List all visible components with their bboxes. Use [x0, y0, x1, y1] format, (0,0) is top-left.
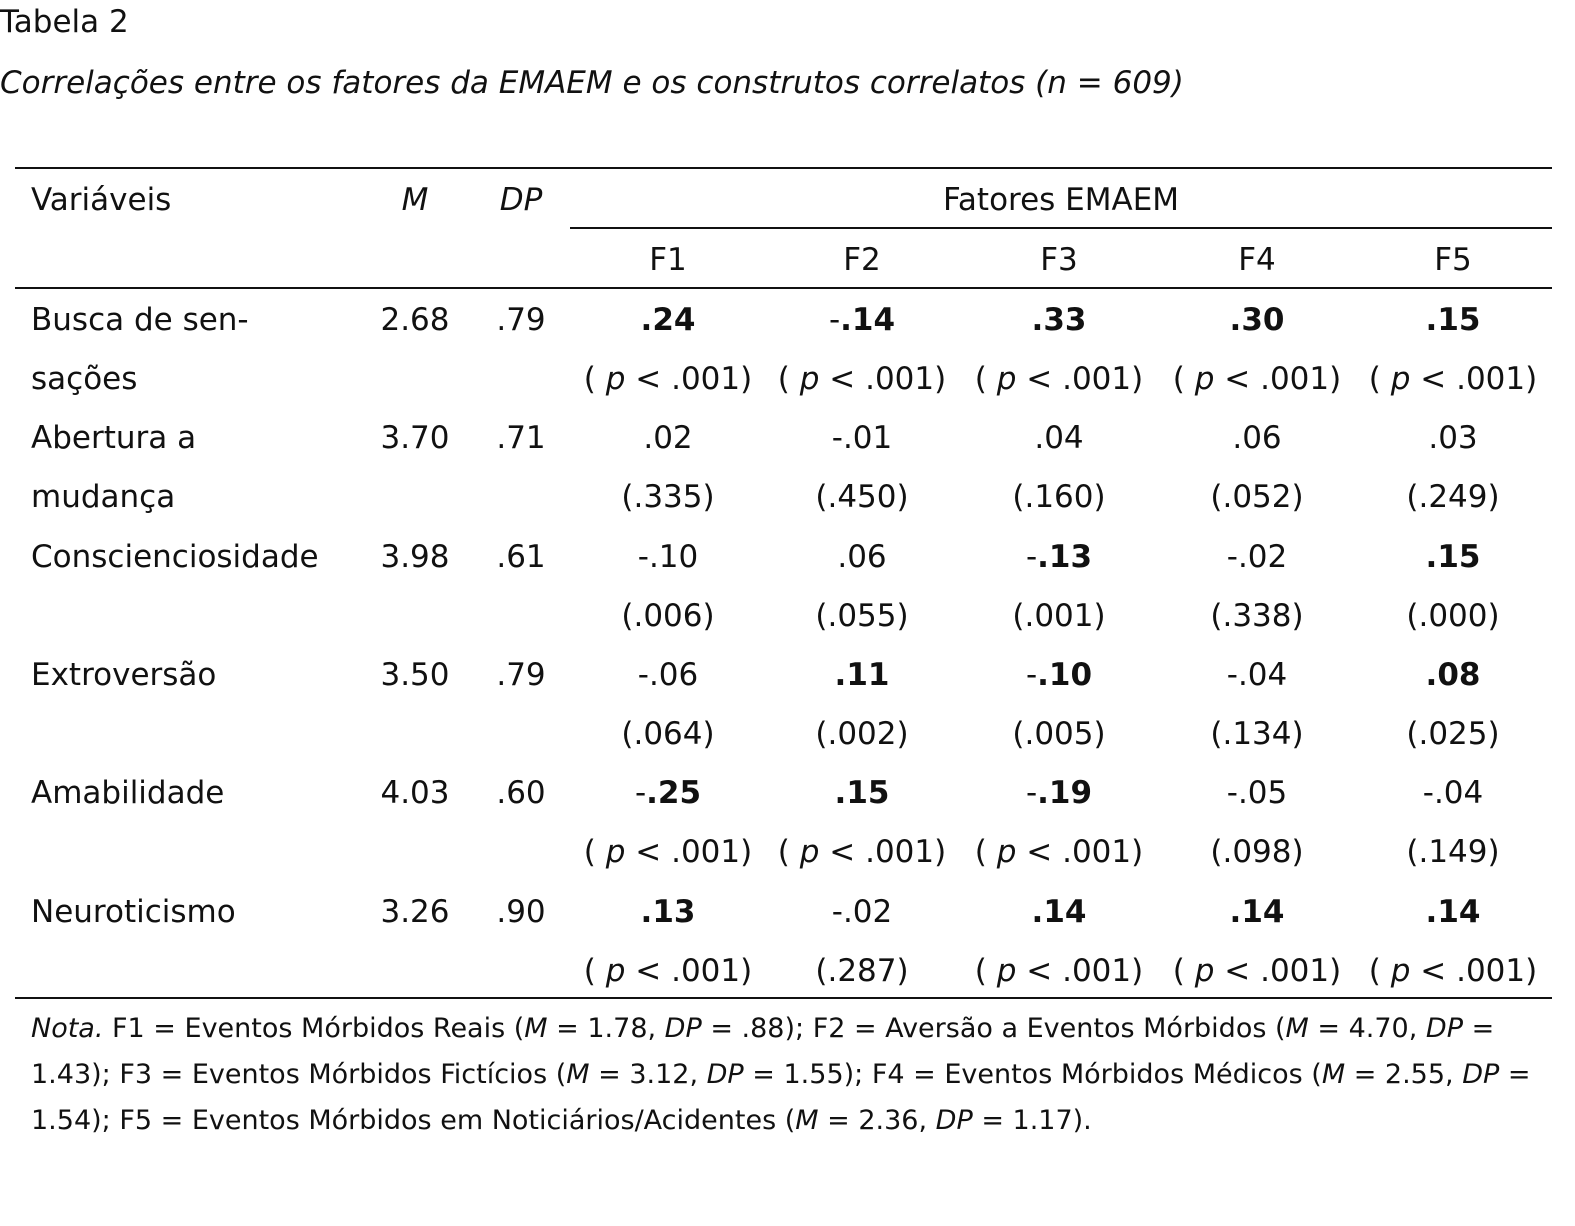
row-variable-name: Amabilidade — [31, 775, 225, 812]
p-value: (.005) — [1012, 715, 1106, 752]
correlation-value — [1032, 300, 1087, 340]
note-segment: M — [1285, 1013, 1309, 1044]
p-value: (.006) — [621, 597, 715, 634]
correlation-number: .30 — [1229, 302, 1285, 338]
table-title: Correlações entre os fatores da EMAEM e os construtos correlatos (n = 609) — [0, 65, 1184, 101]
correlation-value — [835, 655, 890, 695]
row-variable-name-cont: mudança — [31, 479, 176, 516]
p-open: ( — [974, 361, 997, 397]
correlation-number: .01 — [842, 420, 893, 457]
note-segment: = 1.54); F5 = Eventos Mórbidos em Noticiários/Acidentes ( — [31, 1059, 1531, 1136]
correlation-number: .33 — [1031, 302, 1087, 338]
header-bottom-rule — [15, 287, 1552, 289]
note-segment: DP — [935, 1105, 973, 1136]
header-sd: DP — [499, 182, 543, 218]
p-threshold: < .001) — [1214, 361, 1342, 397]
correlation-value — [829, 300, 895, 340]
note-segment: M — [566, 1059, 590, 1090]
p-value: (.287) — [815, 952, 909, 989]
p-symbol: p — [605, 361, 626, 397]
correlation-value — [1026, 773, 1092, 813]
correlation-number: .04 — [1433, 775, 1484, 812]
correlation-number: .03 — [1428, 420, 1478, 457]
correlation-number: .13 — [1037, 538, 1093, 575]
p-value — [778, 832, 946, 872]
p-open: ( — [777, 834, 800, 871]
minus-sign: - — [634, 775, 647, 812]
correlation-value — [638, 537, 699, 577]
row-variable-name: Abertura a — [31, 420, 197, 457]
correlation-number: .14 — [1031, 893, 1087, 930]
note-segment: DP — [1462, 1059, 1500, 1090]
row-variable-name: Conscienciosidade — [31, 538, 319, 575]
p-symbol: p — [799, 834, 820, 871]
correlation-number: .14 — [1425, 893, 1481, 930]
p-open: ( — [974, 834, 997, 871]
p-value — [584, 951, 752, 991]
correlation-value — [641, 300, 696, 340]
p-value — [778, 359, 946, 399]
correlation-number: .25 — [646, 775, 702, 812]
minus-sign: - — [1025, 656, 1038, 693]
p-symbol: p — [996, 361, 1017, 397]
p-value: (.134) — [1210, 715, 1304, 752]
p-value: (.055) — [815, 597, 909, 634]
header-f2: F2 — [843, 242, 881, 278]
correlation-value — [635, 773, 701, 813]
minus-sign: - — [637, 538, 649, 575]
correlation-number: .15 — [1425, 302, 1481, 338]
correlation-value — [641, 892, 696, 932]
note-segment: = 2.55, — [1345, 1059, 1463, 1090]
correlation-number: .04 — [1237, 656, 1288, 693]
minus-sign: - — [828, 302, 841, 338]
note-segment: = .88); F2 = Aversão a Eventos Mórbidos ( — [701, 1013, 1286, 1044]
row-mean: 3.98 — [380, 538, 450, 575]
p-value — [584, 832, 752, 872]
p-value — [1173, 951, 1341, 991]
header-f3: F3 — [1040, 242, 1078, 278]
correlation-value — [1227, 773, 1288, 813]
correlation-value — [1426, 537, 1481, 577]
correlation-value — [638, 655, 699, 695]
minus-sign: - — [1025, 775, 1038, 812]
header-mean: M — [401, 182, 429, 218]
p-open: ( — [1172, 361, 1195, 397]
note-segment: = 1.17). — [972, 1105, 1092, 1136]
row-sd: .90 — [496, 893, 546, 930]
note-segment: M — [795, 1105, 819, 1136]
correlation-number: .06 — [648, 656, 699, 693]
correlation-number: .14 — [840, 302, 896, 338]
correlation-number: .10 — [648, 538, 699, 575]
row-sd: .60 — [496, 775, 546, 812]
correlation-value — [1426, 655, 1481, 695]
header-f4: F4 — [1238, 242, 1276, 278]
p-value: (.000) — [1406, 597, 1500, 634]
bottom-rule — [15, 997, 1552, 999]
p-value: (.338) — [1210, 597, 1304, 634]
p-symbol: p — [1194, 952, 1215, 989]
p-symbol: p — [996, 834, 1017, 871]
correlation-number: .05 — [1237, 775, 1288, 812]
row-sd: .71 — [496, 420, 546, 457]
correlation-number: .15 — [1425, 538, 1481, 575]
correlation-value — [1426, 300, 1481, 340]
p-open: ( — [1368, 361, 1391, 397]
p-value — [975, 359, 1143, 399]
minus-sign: - — [831, 420, 843, 457]
note-segment: M — [1321, 1059, 1346, 1090]
p-open: ( — [583, 834, 606, 871]
row-mean: 3.50 — [380, 656, 450, 693]
correlation-number: .02 — [1237, 538, 1288, 575]
p-open: ( — [974, 952, 997, 989]
correlation-value — [1428, 418, 1477, 458]
p-value: (.052) — [1210, 479, 1304, 516]
correlation-value — [837, 537, 886, 577]
p-open: ( — [583, 361, 606, 397]
p-open: ( — [583, 952, 606, 989]
correlation-value — [832, 418, 893, 458]
correlation-value — [1026, 537, 1092, 577]
p-value: (.450) — [815, 479, 909, 516]
p-symbol: p — [1390, 361, 1411, 397]
p-value — [1173, 359, 1341, 399]
note-segment: = 4.70, — [1308, 1013, 1426, 1044]
correlation-value — [643, 418, 692, 458]
p-open: ( — [1172, 952, 1195, 989]
row-variable-name: Neuroticismo — [31, 893, 236, 930]
note-segment: = 1.55); F4 = Eventos Mórbidos Médicos ( — [743, 1059, 1322, 1090]
correlation-value — [1230, 892, 1285, 932]
minus-sign: - — [1226, 656, 1238, 693]
p-value: (.025) — [1406, 715, 1500, 752]
p-threshold: < .001) — [1410, 361, 1538, 397]
p-threshold: < .001) — [819, 361, 947, 397]
p-threshold: < .001) — [1214, 952, 1342, 989]
header-variables: Variáveis — [31, 182, 172, 218]
p-value — [1369, 359, 1537, 399]
note-segment: DP — [664, 1013, 702, 1044]
correlation-value — [1426, 892, 1481, 932]
row-mean: 3.26 — [380, 893, 450, 930]
p-threshold: < .001) — [1016, 361, 1144, 397]
p-symbol: p — [605, 952, 626, 989]
p-open: ( — [1368, 952, 1391, 989]
top-rule — [15, 167, 1552, 169]
group-rule — [570, 227, 1552, 229]
correlation-number: .04 — [1034, 420, 1084, 457]
correlation-number: .02 — [842, 893, 893, 930]
correlation-value — [1227, 537, 1288, 577]
p-threshold: < .001) — [819, 834, 947, 871]
minus-sign: - — [831, 893, 843, 930]
table-note — [31, 1006, 1531, 1144]
correlation-value — [832, 892, 893, 932]
p-threshold: < .001) — [1016, 834, 1144, 871]
correlation-number: .10 — [1037, 656, 1093, 693]
row-sd: .61 — [496, 538, 546, 575]
row-variable-name: Busca de sen- — [31, 302, 249, 338]
correlation-value — [1232, 418, 1281, 458]
correlation-number: .11 — [834, 656, 890, 693]
p-symbol: p — [1390, 952, 1411, 989]
correlation-value — [1423, 773, 1484, 813]
correlation-number: .14 — [1229, 893, 1285, 930]
row-variable-name: Extroversão — [31, 656, 217, 693]
correlation-value — [835, 773, 890, 813]
row-sd: .79 — [496, 656, 546, 693]
p-threshold: < .001) — [1410, 952, 1538, 989]
correlation-number: .15 — [834, 775, 890, 812]
row-mean: 2.68 — [380, 302, 450, 338]
p-value: (.098) — [1210, 834, 1304, 871]
correlation-value — [1034, 418, 1083, 458]
correlation-number: .06 — [837, 538, 887, 575]
p-open: ( — [777, 361, 800, 397]
row-mean: 4.03 — [380, 775, 450, 812]
p-value — [975, 951, 1143, 991]
p-threshold: < .001) — [625, 952, 753, 989]
row-mean: 3.70 — [380, 420, 450, 457]
note-segment: = 1.78, — [547, 1013, 665, 1044]
correlation-number: .02 — [643, 420, 693, 457]
header-f5: F5 — [1434, 242, 1472, 278]
minus-sign: - — [1025, 538, 1038, 575]
note-segment: = 3.12, — [589, 1059, 707, 1090]
p-value: (.160) — [1012, 479, 1106, 516]
p-symbol: p — [605, 834, 626, 871]
note-text — [31, 1013, 1530, 1136]
correlation-number: .19 — [1037, 775, 1093, 812]
table-label: Tabela 2 — [0, 4, 129, 40]
note-label: Nota. — [31, 1013, 104, 1044]
correlation-number: .06 — [1232, 420, 1282, 457]
p-value: (.064) — [621, 715, 715, 752]
p-value: (.002) — [815, 715, 909, 752]
p-symbol: p — [799, 361, 820, 397]
note-segment: M — [524, 1013, 548, 1044]
minus-sign: - — [1226, 775, 1238, 812]
note-segment: = 1.43); F3 = Eventos Mórbidos Fictícios ( — [31, 1013, 1495, 1090]
correlation-number: .08 — [1425, 656, 1481, 693]
correlation-number: .24 — [640, 302, 696, 338]
p-threshold: < .001) — [1016, 952, 1144, 989]
minus-sign: - — [1422, 775, 1434, 812]
p-value: (.249) — [1406, 479, 1500, 516]
note-segment: DP — [1425, 1013, 1463, 1044]
correlation-value — [1230, 300, 1285, 340]
header-f1: F1 — [649, 242, 687, 278]
correlation-value — [1026, 655, 1092, 695]
p-value — [975, 832, 1143, 872]
p-threshold: < .001) — [625, 361, 753, 397]
header-factors-group: Fatores EMAEM — [942, 182, 1180, 218]
p-value: (.149) — [1406, 834, 1500, 871]
p-value: (.001) — [1012, 597, 1106, 634]
note-segment: DP — [706, 1059, 744, 1090]
minus-sign: - — [637, 656, 649, 693]
note-segment: F1 = Eventos Mórbidos Reais ( — [103, 1013, 525, 1044]
correlation-value — [1227, 655, 1288, 695]
p-value — [1369, 951, 1537, 991]
minus-sign: - — [1226, 538, 1238, 575]
row-variable-name-cont: sações — [31, 361, 138, 397]
correlation-value — [1032, 892, 1087, 932]
p-value: (.335) — [621, 479, 715, 516]
p-symbol: p — [996, 952, 1017, 989]
p-value — [584, 359, 752, 399]
p-symbol: p — [1194, 361, 1215, 397]
note-segment: = 2.36, — [818, 1105, 936, 1136]
row-sd: .79 — [496, 302, 546, 338]
correlation-number: .13 — [640, 893, 696, 930]
p-threshold: < .001) — [625, 834, 753, 871]
